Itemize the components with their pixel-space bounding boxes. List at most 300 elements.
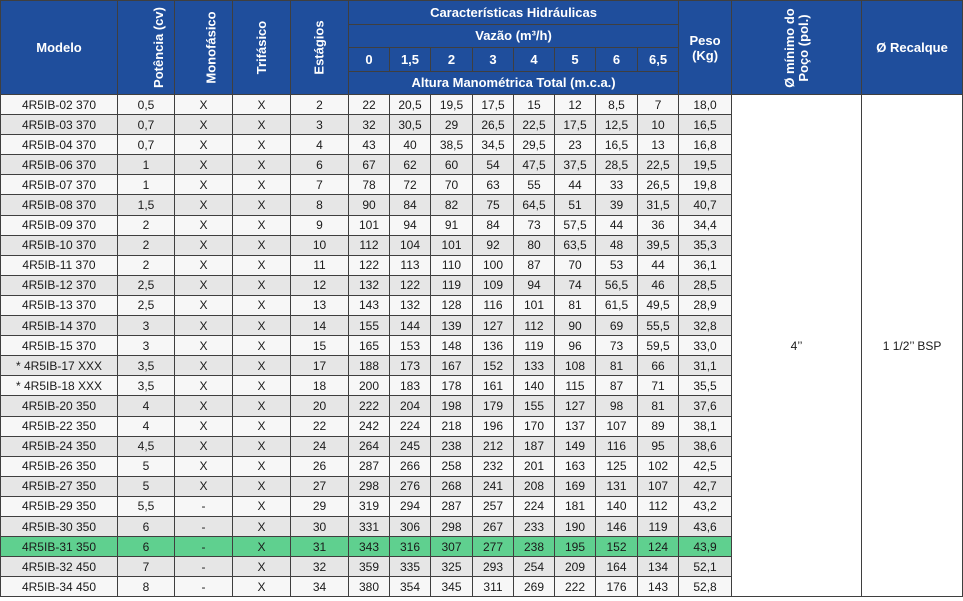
estagios-cell: 30	[291, 516, 349, 536]
flow-header-cell: 3	[473, 48, 514, 72]
altura-cell: 8,5	[596, 95, 638, 115]
altura-cell: 108	[555, 356, 596, 376]
altura-cell: 311	[473, 577, 514, 597]
altura-cell: 152	[473, 356, 514, 376]
altura-cell: 63	[473, 175, 514, 195]
potencia-cell: 4,5	[118, 436, 175, 456]
altura-cell: 170	[514, 416, 555, 436]
altura-cell: 73	[596, 336, 638, 356]
trifasico-cell: X	[233, 436, 291, 456]
altura-cell: 64,5	[514, 195, 555, 215]
estagios-cell: 8	[291, 195, 349, 215]
peso-cell: 31,1	[679, 356, 732, 376]
altura-cell: 87	[596, 376, 638, 396]
altura-cell: 119	[431, 275, 473, 295]
peso-cell: 37,6	[679, 396, 732, 416]
potencia-cell: 5,5	[118, 496, 175, 516]
altura-cell: 17,5	[473, 95, 514, 115]
altura-cell: 298	[349, 476, 390, 496]
altura-cell: 113	[390, 255, 431, 275]
trifasico-cell: X	[233, 295, 291, 315]
peso-cell: 38,6	[679, 436, 732, 456]
altura-cell: 33	[596, 175, 638, 195]
altura-cell: 15	[514, 95, 555, 115]
altura-cell: 23	[555, 135, 596, 155]
peso-cell: 40,7	[679, 195, 732, 215]
altura-cell: 81	[555, 295, 596, 315]
potencia-cell: 1	[118, 155, 175, 175]
flow-header-cell: 2	[431, 48, 473, 72]
peso-cell: 43,2	[679, 496, 732, 516]
altura-cell: 287	[349, 456, 390, 476]
altura-cell: 81	[596, 356, 638, 376]
modelo-cell: 4R5IB-22 350	[1, 416, 118, 436]
altura-cell: 30,5	[390, 115, 431, 135]
altura-cell: 115	[555, 376, 596, 396]
altura-cell: 71	[638, 376, 679, 396]
altura-cell: 81	[638, 396, 679, 416]
altura-cell: 104	[390, 235, 431, 255]
altura-cell: 119	[514, 336, 555, 356]
altura-cell: 277	[473, 537, 514, 557]
altura-cell: 60	[431, 155, 473, 175]
altura-cell: 173	[390, 356, 431, 376]
altura-cell: 100	[473, 255, 514, 275]
altura-cell: 112	[638, 496, 679, 516]
estagios-cell: 4	[291, 135, 349, 155]
altura-cell: 128	[431, 295, 473, 315]
trifasico-cell: X	[233, 95, 291, 115]
altura-cell: 196	[473, 416, 514, 436]
altura-cell: 164	[596, 557, 638, 577]
altura-cell: 143	[349, 295, 390, 315]
altura-cell: 57,5	[555, 215, 596, 235]
peso-cell: 42,7	[679, 476, 732, 496]
altura-cell: 20,5	[390, 95, 431, 115]
peso-cell: 36,1	[679, 255, 732, 275]
modelo-cell: 4R5IB-14 370	[1, 316, 118, 336]
altura-cell: 63,5	[555, 235, 596, 255]
altura-cell: 19,5	[431, 95, 473, 115]
header-modelo: Modelo	[1, 1, 118, 95]
modelo-cell: 4R5IB-04 370	[1, 135, 118, 155]
altura-cell: 149	[555, 436, 596, 456]
monofasico-cell: -	[175, 577, 233, 597]
altura-cell: 16,5	[596, 135, 638, 155]
altura-cell: 136	[473, 336, 514, 356]
altura-cell: 139	[431, 316, 473, 336]
trifasico-cell: X	[233, 255, 291, 275]
modelo-cell: 4R5IB-26 350	[1, 456, 118, 476]
altura-cell: 44	[638, 255, 679, 275]
trifasico-cell: X	[233, 215, 291, 235]
estagios-cell: 11	[291, 255, 349, 275]
altura-cell: 293	[473, 557, 514, 577]
flow-header-cell: 5	[555, 48, 596, 72]
trifasico-cell: X	[233, 496, 291, 516]
altura-cell: 200	[349, 376, 390, 396]
altura-cell: 70	[555, 255, 596, 275]
peso-cell: 43,9	[679, 537, 732, 557]
altura-cell: 325	[431, 557, 473, 577]
altura-cell: 155	[349, 316, 390, 336]
potencia-cell: 8	[118, 577, 175, 597]
flow-header-cell: 1,5	[390, 48, 431, 72]
altura-cell: 54	[473, 155, 514, 175]
trifasico-cell: X	[233, 155, 291, 175]
altura-cell: 55	[514, 175, 555, 195]
potencia-cell: 7	[118, 557, 175, 577]
header-monofasico: Monofásico	[175, 1, 233, 95]
potencia-cell: 4	[118, 416, 175, 436]
altura-cell: 345	[431, 577, 473, 597]
potencia-cell: 1,5	[118, 195, 175, 215]
altura-cell: 90	[349, 195, 390, 215]
altura-cell: 331	[349, 516, 390, 536]
altura-cell: 82	[431, 195, 473, 215]
monofasico-cell: X	[175, 396, 233, 416]
modelo-cell: 4R5IB-10 370	[1, 235, 118, 255]
monofasico-cell: -	[175, 537, 233, 557]
altura-cell: 306	[390, 516, 431, 536]
altura-cell: 22,5	[638, 155, 679, 175]
altura-cell: 343	[349, 537, 390, 557]
potencia-cell: 2	[118, 215, 175, 235]
altura-cell: 167	[431, 356, 473, 376]
altura-cell: 40	[390, 135, 431, 155]
altura-cell: 179	[473, 396, 514, 416]
altura-cell: 84	[390, 195, 431, 215]
trifasico-cell: X	[233, 416, 291, 436]
table-row	[1, 95, 963, 115]
monofasico-cell: X	[175, 416, 233, 436]
trifasico-cell: X	[233, 557, 291, 577]
altura-cell: 276	[390, 476, 431, 496]
altura-cell: 62	[390, 155, 431, 175]
potencia-cell: 3	[118, 336, 175, 356]
trifasico-cell: X	[233, 456, 291, 476]
estagios-cell: 18	[291, 376, 349, 396]
altura-cell: 17,5	[555, 115, 596, 135]
trifasico-cell: X	[233, 376, 291, 396]
trifasico-cell: X	[233, 516, 291, 536]
potencia-cell: 4	[118, 396, 175, 416]
altura-cell: 224	[514, 496, 555, 516]
monofasico-cell: X	[175, 155, 233, 175]
altura-cell: 29	[431, 115, 473, 135]
altura-cell: 94	[390, 215, 431, 235]
poco-merged-cell: 4’’	[732, 95, 862, 597]
flow-header-cell: 6,5	[638, 48, 679, 72]
altura-cell: 39,5	[638, 235, 679, 255]
altura-cell: 75	[473, 195, 514, 215]
altura-cell: 53	[596, 255, 638, 275]
estagios-cell: 9	[291, 215, 349, 235]
altura-cell: 269	[514, 577, 555, 597]
potencia-cell: 2,5	[118, 275, 175, 295]
altura-cell: 155	[514, 396, 555, 416]
altura-cell: 61,5	[596, 295, 638, 315]
monofasico-cell: X	[175, 316, 233, 336]
altura-cell: 287	[431, 496, 473, 516]
altura-cell: 26,5	[473, 115, 514, 135]
altura-cell: 22,5	[514, 115, 555, 135]
altura-cell: 39	[596, 195, 638, 215]
estagios-cell: 26	[291, 456, 349, 476]
altura-cell: 307	[431, 537, 473, 557]
altura-cell: 146	[596, 516, 638, 536]
modelo-cell: 4R5IB-34 450	[1, 577, 118, 597]
altura-cell: 132	[349, 275, 390, 295]
peso-cell: 19,5	[679, 155, 732, 175]
altura-cell: 80	[514, 235, 555, 255]
monofasico-cell: -	[175, 496, 233, 516]
peso-cell: 16,5	[679, 115, 732, 135]
altura-cell: 44	[555, 175, 596, 195]
peso-cell: 38,1	[679, 416, 732, 436]
monofasico-cell: X	[175, 376, 233, 396]
altura-cell: 143	[638, 577, 679, 597]
modelo-cell: 4R5IB-27 350	[1, 476, 118, 496]
trifasico-cell: X	[233, 356, 291, 376]
altura-cell: 48	[596, 235, 638, 255]
flow-header-cell: 4	[514, 48, 555, 72]
monofasico-cell: X	[175, 255, 233, 275]
trifasico-cell: X	[233, 577, 291, 597]
altura-cell: 335	[390, 557, 431, 577]
altura-cell: 101	[514, 295, 555, 315]
monofasico-cell: X	[175, 436, 233, 456]
altura-cell: 110	[431, 255, 473, 275]
altura-cell: 257	[473, 496, 514, 516]
altura-cell: 91	[431, 215, 473, 235]
altura-cell: 72	[390, 175, 431, 195]
potencia-cell: 5	[118, 476, 175, 496]
trifasico-cell: X	[233, 396, 291, 416]
altura-cell: 32	[349, 115, 390, 135]
altura-cell: 119	[638, 516, 679, 536]
modelo-cell: 4R5IB-09 370	[1, 215, 118, 235]
altura-cell: 242	[349, 416, 390, 436]
monofasico-cell: X	[175, 456, 233, 476]
estagios-cell: 2	[291, 95, 349, 115]
potencia-cell: 3,5	[118, 376, 175, 396]
header-caracteristicas: Características Hidráulicas	[349, 1, 679, 25]
altura-cell: 95	[638, 436, 679, 456]
altura-cell: 37,5	[555, 155, 596, 175]
altura-cell: 233	[514, 516, 555, 536]
altura-cell: 127	[555, 396, 596, 416]
potencia-cell: 2,5	[118, 295, 175, 315]
monofasico-cell: X	[175, 295, 233, 315]
altura-cell: 152	[596, 537, 638, 557]
altura-cell: 46	[638, 275, 679, 295]
altura-cell: 29,5	[514, 135, 555, 155]
trifasico-cell: X	[233, 115, 291, 135]
potencia-cell: 0,7	[118, 135, 175, 155]
estagios-cell: 32	[291, 557, 349, 577]
altura-cell: 90	[555, 316, 596, 336]
modelo-cell: 4R5IB-02 370	[1, 95, 118, 115]
potencia-cell: 1	[118, 175, 175, 195]
altura-cell: 267	[473, 516, 514, 536]
altura-cell: 96	[555, 336, 596, 356]
altura-cell: 264	[349, 436, 390, 456]
header-peso: Peso (Kg)	[679, 1, 732, 95]
altura-cell: 47,5	[514, 155, 555, 175]
altura-cell: 13	[638, 135, 679, 155]
altura-cell: 222	[349, 396, 390, 416]
altura-cell: 316	[390, 537, 431, 557]
altura-cell: 43	[349, 135, 390, 155]
peso-cell: 16,8	[679, 135, 732, 155]
altura-cell: 169	[555, 476, 596, 496]
altura-cell: 209	[555, 557, 596, 577]
monofasico-cell: X	[175, 235, 233, 255]
trifasico-cell: X	[233, 336, 291, 356]
altura-cell: 198	[431, 396, 473, 416]
peso-cell: 42,5	[679, 456, 732, 476]
modelo-cell: 4R5IB-29 350	[1, 496, 118, 516]
altura-cell: 109	[473, 275, 514, 295]
estagios-cell: 24	[291, 436, 349, 456]
altura-cell: 245	[390, 436, 431, 456]
altura-cell: 59,5	[638, 336, 679, 356]
trifasico-cell: X	[233, 235, 291, 255]
altura-cell: 187	[514, 436, 555, 456]
altura-cell: 12	[555, 95, 596, 115]
altura-cell: 238	[514, 537, 555, 557]
estagios-cell: 14	[291, 316, 349, 336]
trifasico-cell: X	[233, 537, 291, 557]
altura-cell: 102	[638, 456, 679, 476]
monofasico-cell: X	[175, 336, 233, 356]
header-vazao: Vazão (m³/h)	[349, 24, 679, 48]
modelo-cell: 4R5IB-07 370	[1, 175, 118, 195]
altura-cell: 49,5	[638, 295, 679, 315]
table-body	[1, 95, 963, 597]
altura-cell: 51	[555, 195, 596, 215]
altura-cell: 131	[596, 476, 638, 496]
header-estagios: Estágios	[291, 1, 349, 95]
altura-cell: 380	[349, 577, 390, 597]
altura-cell: 70	[431, 175, 473, 195]
peso-cell: 32,8	[679, 316, 732, 336]
altura-cell: 116	[473, 295, 514, 315]
estagios-cell: 15	[291, 336, 349, 356]
estagios-cell: 34	[291, 577, 349, 597]
altura-cell: 132	[390, 295, 431, 315]
altura-cell: 208	[514, 476, 555, 496]
estagios-cell: 7	[291, 175, 349, 195]
monofasico-cell: X	[175, 476, 233, 496]
estagios-cell: 3	[291, 115, 349, 135]
header-poco: Ø mínimo do Poço (pol.)	[732, 1, 862, 95]
trifasico-cell: X	[233, 195, 291, 215]
altura-cell: 112	[514, 316, 555, 336]
altura-cell: 181	[555, 496, 596, 516]
header-trifasico: Trifásico	[233, 1, 291, 95]
trifasico-cell: X	[233, 476, 291, 496]
altura-cell: 44	[596, 215, 638, 235]
altura-cell: 125	[596, 456, 638, 476]
altura-cell: 36	[638, 215, 679, 235]
altura-cell: 190	[555, 516, 596, 536]
altura-cell: 26,5	[638, 175, 679, 195]
altura-cell: 354	[390, 577, 431, 597]
altura-cell: 122	[349, 255, 390, 275]
monofasico-cell: -	[175, 557, 233, 577]
altura-cell: 101	[349, 215, 390, 235]
modelo-cell: * 4R5IB-18 XXX	[1, 376, 118, 396]
estagios-cell: 31	[291, 537, 349, 557]
altura-cell: 163	[555, 456, 596, 476]
estagios-cell: 29	[291, 496, 349, 516]
peso-cell: 52,1	[679, 557, 732, 577]
monofasico-cell: X	[175, 135, 233, 155]
altura-cell: 218	[431, 416, 473, 436]
monofasico-cell: X	[175, 275, 233, 295]
altura-cell: 122	[390, 275, 431, 295]
modelo-cell: 4R5IB-24 350	[1, 436, 118, 456]
modelo-cell: 4R5IB-03 370	[1, 115, 118, 135]
estagios-cell: 22	[291, 416, 349, 436]
altura-cell: 84	[473, 215, 514, 235]
altura-cell: 268	[431, 476, 473, 496]
altura-cell: 222	[555, 577, 596, 597]
header-potencia: Potência (cv)	[118, 1, 175, 95]
potencia-cell: 3,5	[118, 356, 175, 376]
altura-cell: 12,5	[596, 115, 638, 135]
potencia-cell: 5	[118, 456, 175, 476]
altura-cell: 144	[390, 316, 431, 336]
flow-header-cell: 0	[349, 48, 390, 72]
estagios-cell: 17	[291, 356, 349, 376]
altura-cell: 161	[473, 376, 514, 396]
modelo-cell: 4R5IB-12 370	[1, 275, 118, 295]
altura-cell: 178	[431, 376, 473, 396]
modelo-cell: 4R5IB-08 370	[1, 195, 118, 215]
altura-cell: 73	[514, 215, 555, 235]
altura-cell: 38,5	[431, 135, 473, 155]
altura-cell: 66	[638, 356, 679, 376]
altura-cell: 124	[638, 537, 679, 557]
recalque-merged-cell: 1 1/2’’ BSP	[862, 95, 963, 597]
modelo-cell: 4R5IB-20 350	[1, 396, 118, 416]
trifasico-cell: X	[233, 135, 291, 155]
altura-cell: 241	[473, 476, 514, 496]
altura-cell: 140	[596, 496, 638, 516]
header-recalque: Ø Recalque	[862, 1, 963, 95]
altura-cell: 67	[349, 155, 390, 175]
altura-cell: 134	[638, 557, 679, 577]
altura-cell: 112	[349, 235, 390, 255]
monofasico-cell: X	[175, 215, 233, 235]
altura-cell: 238	[431, 436, 473, 456]
modelo-cell: 4R5IB-30 350	[1, 516, 118, 536]
altura-cell: 94	[514, 275, 555, 295]
altura-cell: 254	[514, 557, 555, 577]
altura-cell: 78	[349, 175, 390, 195]
altura-cell: 232	[473, 456, 514, 476]
altura-cell: 133	[514, 356, 555, 376]
altura-cell: 28,5	[596, 155, 638, 175]
modelo-cell: 4R5IB-32 450	[1, 557, 118, 577]
modelo-cell: 4R5IB-06 370	[1, 155, 118, 175]
altura-cell: 298	[431, 516, 473, 536]
potencia-cell: 6	[118, 516, 175, 536]
trifasico-cell: X	[233, 175, 291, 195]
